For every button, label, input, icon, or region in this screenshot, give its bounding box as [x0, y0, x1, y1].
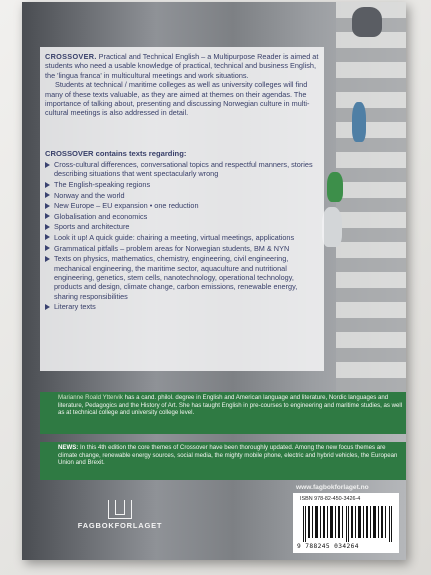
news-body: In this 4th edition the core themes of Crossover have been thoroughly updated. Among the new focus themes are climate change, renewable energy sources, social media, the mighty mobile phone, electric and hybrid vehicles, the European Union and Brexit. — [58, 444, 398, 467]
pedestrian-figure — [352, 102, 366, 142]
pedestrian-figure — [327, 172, 343, 202]
publisher-logo — [70, 500, 170, 530]
list-item: New Europe – EU expansion • one reduction — [45, 201, 323, 210]
pedestrian-figure — [322, 207, 342, 247]
isbn-number: ISBN 978-82-450-3426-4 — [300, 496, 361, 502]
list-item: Look it up! A quick guide: chairing a meeting, virtual meetings, applications — [45, 233, 323, 242]
list-item: Grammatical pitfalls – problem areas for Norwegian students, BM & NYN — [45, 244, 323, 253]
crosswalk-stripes — [336, 2, 406, 402]
triangle-bullet-icon — [45, 245, 50, 251]
triangle-bullet-icon — [45, 192, 50, 198]
barcode-icon — [302, 506, 394, 542]
pedestrian-figure — [352, 7, 382, 37]
list-item: Texts on physics, mathematics, chemistry, engineering, civil engineering, mechanical engineering, the maritime sector, aquaculture and nutritional engineering, genetics, stem cells, nanotechnology, operational technology, products and design, climate change, carbon emissions, renewable energy, sharing responsibilities — [45, 254, 323, 301]
publisher-name: FAGBOKFORLAGET — [77, 521, 163, 530]
news-text — [58, 444, 404, 467]
triangle-bullet-icon — [45, 234, 50, 240]
author-bio-text: has a cand. philol. degree in English and American language and literature, Nordic languages and literature, Pedagogics and the History of Art. She has taught English in pre-courses to engineering and maritime studies, as well as at technical college and university college level. — [58, 394, 403, 417]
triangle-bullet-icon — [45, 224, 50, 230]
intro-paragraph-2: Students at technical / maritime colleges as well as university colleges will find many of these texts valuable, as they are aimed at themes on their agendas. The importance of talking about, presenting and discussing Norwegian culture in multi-cultural meetings is also addressed in detail. — [45, 80, 310, 118]
contains-heading: CROSSOVER contains texts regarding: — [45, 149, 187, 158]
triangle-bullet-icon — [45, 256, 50, 262]
list-item: Cross-cultural differences, conversational topics and respectful manners, stories describing situations that went spectacularly wrong — [45, 160, 323, 179]
barcode-number: 9 788245 034264 — [297, 543, 359, 550]
topic-list — [45, 160, 323, 313]
author-bio — [58, 394, 404, 417]
list-item: Norway and the world — [45, 191, 323, 200]
triangle-bullet-icon — [45, 182, 50, 188]
list-item: Globalisation and economics — [45, 212, 323, 221]
author-name: Marianne Roald Yttervik — [58, 394, 123, 401]
triangle-bullet-icon — [45, 213, 50, 219]
intro-paragraph-1: Practical and Technical English – a Multipurpose Reader is aimed at students who need a usable knowledge of practical, technical and business English, the 'lingua franca' in multicultural meetings and work situations. — [45, 52, 319, 80]
intro-text — [45, 52, 325, 118]
brand-title: CROSSOVER. — [45, 52, 97, 61]
list-item: Sports and architecture — [45, 222, 323, 231]
list-item: Literary texts — [45, 302, 323, 311]
triangle-bullet-icon — [45, 162, 50, 168]
triangle-bullet-icon — [45, 304, 50, 310]
news-label: NEWS: — [58, 444, 79, 451]
website-url: www.fagbokforlaget.no — [296, 484, 369, 491]
fagbokforlaget-logo-icon — [108, 500, 132, 519]
triangle-bullet-icon — [45, 203, 50, 209]
list-item: The English-speaking regions — [45, 180, 323, 189]
